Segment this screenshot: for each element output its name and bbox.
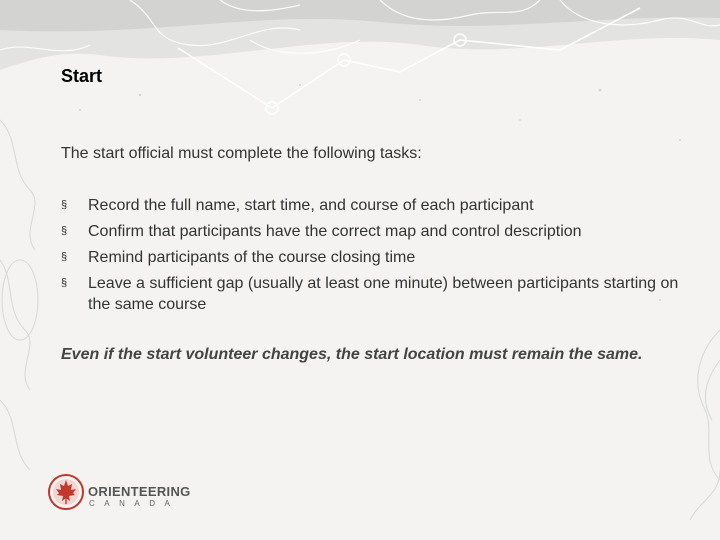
logo-wordmark: ORIENTEERING [88, 484, 191, 499]
bullet-icon: § [61, 277, 68, 289]
list-item [61, 221, 701, 242]
task-list [61, 195, 701, 320]
list-item [61, 247, 701, 268]
bullet-icon: § [61, 251, 68, 263]
task-text: Record the full name, start time, and course of each participant [88, 197, 534, 214]
maple-leaf-icon [46, 472, 86, 512]
bullet-icon: § [61, 199, 68, 211]
list-item [61, 273, 701, 315]
task-text: Confirm that participants have the correct map and control description [88, 223, 582, 240]
list-item [61, 195, 701, 216]
orienteering-canada-logo [46, 472, 191, 516]
task-text: Leave a sufficient gap (usually at least one minute) between participants starting on the same course [88, 275, 679, 313]
intro-text: The start official must complete the following tasks: [61, 145, 422, 162]
important-note: Even if the start volunteer changes, the start location must remain the same. [61, 346, 643, 363]
task-text: Remind participants of the course closing time [88, 249, 416, 266]
slide-title: Start [61, 66, 103, 86]
logo-subtitle: CANADA [89, 499, 180, 508]
bullet-icon: § [61, 225, 68, 237]
